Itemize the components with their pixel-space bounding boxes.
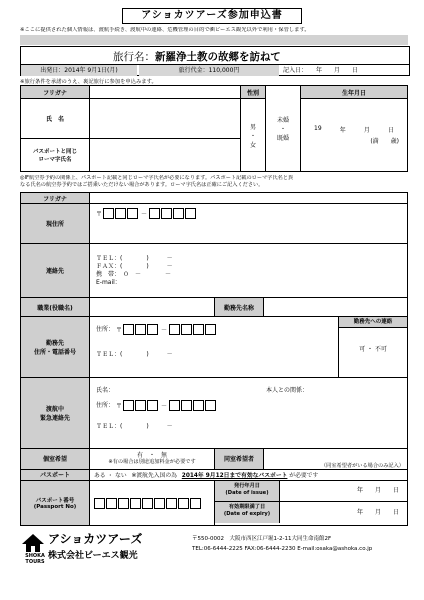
sex-cell[interactable] <box>241 99 266 172</box>
romaji-label: パスポートと同じ ローマ字氏名 <box>21 139 90 172</box>
passport-number-label: パスポート番号 (Passport No) <box>21 481 90 526</box>
emergency-postal-mark-icon: 〒 <box>115 402 122 410</box>
contact-label: 連絡先 <box>21 244 90 298</box>
tour-name <box>113 49 281 64</box>
address-field[interactable] <box>90 204 408 244</box>
marital-cell[interactable] <box>266 86 301 172</box>
emergency-address-label: 住所： <box>96 401 115 409</box>
passport-name-note <box>20 175 410 189</box>
workplace-address-field[interactable] <box>90 317 339 378</box>
postal-mark-icon: 〒 <box>96 211 103 219</box>
companion-note: （同室希望者がいる場合のみ記入） <box>320 462 404 469</box>
passport-note-b: 2014年 9月12日まで有効なパスポート <box>181 473 288 480</box>
tour-info-box <box>20 46 410 76</box>
birth-month-unit: 月 <box>363 127 370 134</box>
work-contact-cell[interactable] <box>339 317 408 378</box>
emergency-zip-boxes[interactable]: 〒 － <box>116 400 217 411</box>
contact-mobile[interactable]: 携 帯： ０ － － <box>96 270 172 278</box>
work-postal-mark-icon: 〒 <box>115 327 122 335</box>
brand-name: アショカツアーズ <box>48 532 143 546</box>
emergency-label: 渡航中 緊急連絡先 <box>21 377 90 448</box>
company-address: 〒550-0002 大阪市西区江戸堀1-2-11大同生命南館2F <box>192 536 332 542</box>
sex-options: 男 ・ 女 <box>249 123 256 149</box>
birth-day-unit: 日 <box>387 127 394 134</box>
name-label: 氏 名 <box>21 99 90 139</box>
work-address-label: 住所： <box>96 326 115 334</box>
passport-number-field[interactable] <box>90 481 215 526</box>
workplace-label: 勤務先 住所・電話番号 <box>21 317 90 378</box>
work-contact-options[interactable]: 可 ・ 不可 <box>359 346 387 354</box>
contact-field[interactable] <box>90 244 408 298</box>
furigana-field[interactable] <box>90 86 241 99</box>
passport-field[interactable] <box>90 469 408 480</box>
room-note: ※有の場合は別途追加料金が必要です <box>108 458 196 465</box>
company-contact: TEL:06-6444-2225 FAX:06-6444-2230 E-mail:osaka@ashoka.co.jp <box>192 546 373 552</box>
tour-details-row <box>21 64 409 76</box>
contact-fax[interactable]: ＦＡＸ：( ) － <box>96 262 173 270</box>
passport-name-note-line2: なる氏名の航空券予約ではご搭乗いただけない場合があります。ローマ字氏名は正確にご記入ください。 <box>20 182 264 188</box>
applicant-table <box>20 85 408 172</box>
work-contact-label: 勤務先への連絡 <box>339 317 407 328</box>
passport-options[interactable]: ある ・ ない <box>94 473 127 480</box>
form-furigana-label: フリガナ <box>21 193 90 204</box>
address-zip-boxes[interactable]: 〒 － <box>96 208 197 219</box>
companion-label: 同室希望者 <box>215 448 264 469</box>
passport-dates-cell <box>215 481 408 526</box>
occupation-field[interactable] <box>90 298 215 317</box>
tour-name-label: 旅行名： <box>113 51 155 63</box>
form-title: アショカツアーズ参加申込書 <box>122 8 302 24</box>
workplace-name-label: 勤務先名称 <box>215 298 264 317</box>
passport-number-boxes[interactable] <box>94 498 202 509</box>
conditions-note: ※旅行条件を承諾のうえ、裏記旅行に参加を申込みます。 <box>20 79 157 85</box>
entry-date[interactable]: 記入日： 年 月 日 <box>283 67 359 74</box>
marital-options: 未婚 ・ 既婚 <box>276 117 289 142</box>
age-field: (満 歳) <box>370 138 399 145</box>
furigana-label: フリガナ <box>21 86 90 99</box>
gray-band <box>20 35 408 45</box>
room-options[interactable]: 有 ・ 無 <box>136 451 167 459</box>
departure-date: 出発日：2014年 9月1日(月) <box>21 65 137 76</box>
passport-name-note-line1: ◎IF航空券予約の関係上、パスポート記載と同じローマ字氏名が必要になります。パスポート記載のローマ字氏名と異 <box>20 175 294 181</box>
contact-tel[interactable]: ＴＥＬ：( ) － <box>96 254 173 262</box>
emergency-field[interactable] <box>90 377 408 448</box>
birth-century: 19 <box>314 125 322 132</box>
tour-name-value: 新羅浄土教の故郷を訪ねて <box>155 51 281 63</box>
room-field[interactable] <box>90 448 215 469</box>
birth-label: 生年月日 <box>301 86 408 99</box>
passport-note-a: ※渡航先入国の為 <box>131 473 177 480</box>
birth-cell[interactable] <box>301 99 408 172</box>
work-zip-boxes[interactable]: 〒 － <box>116 324 217 335</box>
company-name: 株式会社ビーエス観光 <box>48 551 138 561</box>
logo-text: SHOKA TOURS <box>25 553 45 565</box>
company-footer <box>20 530 410 570</box>
sex-label: 性別 <box>241 86 266 99</box>
companion-field[interactable] <box>264 448 408 469</box>
emergency-relation-label: 本人との関係： <box>266 386 309 394</box>
passport-note-c: が必要です <box>289 473 319 480</box>
expiry-date-field[interactable]: 年 月 日 <box>356 509 399 517</box>
expiry-date-label: 有効期限満了日 (Date of expiry) <box>215 502 280 523</box>
issue-date-field[interactable]: 年 月 日 <box>356 487 399 495</box>
work-tel[interactable]: ＴＥＬ：( ) － <box>96 351 173 359</box>
occupation-label: 職業(役職名) <box>21 298 90 317</box>
passport-label: パスポート <box>21 469 90 480</box>
romaji-field[interactable] <box>90 139 241 172</box>
emergency-name-label: 氏名： <box>96 386 115 394</box>
issue-date-label: 発行年月日 (Date of issue) <box>215 481 280 501</box>
contact-email[interactable]: E-mail： <box>96 278 121 286</box>
tour-price: 旅行代金：110,000円 <box>139 65 279 76</box>
room-label: 個室希望 <box>21 448 90 469</box>
name-field[interactable] <box>90 99 241 139</box>
form-furigana-field[interactable] <box>90 193 408 204</box>
privacy-notice: ※ここに提供された個人情報は、渡航手続き、渡航中の連絡、危機管理の目的で㈱ビーエス観光以外で利用・保管します。 <box>20 27 310 33</box>
emergency-tel[interactable]: ＴＥＬ：( ) － <box>96 422 173 430</box>
birth-year-unit: 年 <box>339 127 346 134</box>
address-label: 現住所 <box>21 204 90 244</box>
main-form-table <box>20 192 408 526</box>
workplace-name-field[interactable] <box>264 298 408 317</box>
